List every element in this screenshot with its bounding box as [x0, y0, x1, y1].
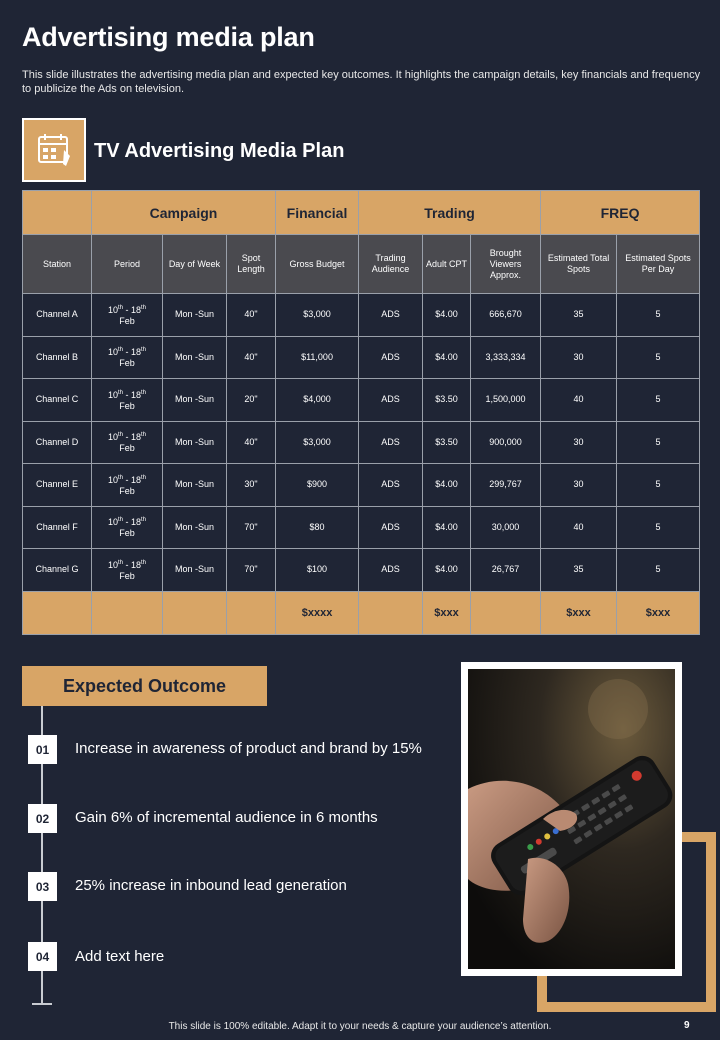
- estimated-total-spots-cell: 30: [541, 421, 617, 464]
- day-of-week-cell: Mon -Sun: [163, 506, 227, 549]
- station-cell: Channel E: [23, 464, 92, 507]
- period-month: Feb: [119, 400, 135, 411]
- station-cell: Channel G: [23, 549, 92, 592]
- outcome-text: Add text here: [75, 948, 165, 965]
- gross-budget-cell: $80: [276, 506, 359, 549]
- estimated-spots-per-day-cell: 5: [617, 294, 700, 337]
- total-blank: [23, 591, 92, 634]
- station-cell: Channel C: [23, 379, 92, 422]
- estimated-spots-per-day-cell: 5: [617, 336, 700, 379]
- brought-viewers-cell: 299,767: [471, 464, 541, 507]
- brought-viewers-cell: 3,333,334: [471, 336, 541, 379]
- total-cpt: $xxx: [423, 591, 471, 634]
- station-cell: Channel A: [23, 294, 92, 337]
- estimated-spots-per-day-cell: 5: [617, 506, 700, 549]
- table-row: [23, 549, 700, 592]
- estimated-total-spots-cell: 30: [541, 464, 617, 507]
- plan-icon-box: [22, 118, 86, 182]
- adult-cpt-cell: $4.00: [423, 506, 471, 549]
- spot-length-cell: 40": [227, 336, 276, 379]
- table-row: [23, 336, 700, 379]
- brought-viewers-cell: 30,000: [471, 506, 541, 549]
- page-subtitle: This slide illustrates the advertising media plan and expected key outcomes. It highlights the campaign details, key financials and frequency to publicize the Ads on television.: [22, 69, 701, 95]
- timeline-cap: [32, 1003, 52, 1005]
- period-end-suffix: th: [141, 474, 147, 481]
- brought-viewers-cell: 666,670: [471, 294, 541, 337]
- period-month: Feb: [119, 358, 135, 369]
- total-blank: [471, 591, 541, 634]
- day-of-week-cell: Mon -Sun: [163, 421, 227, 464]
- period-month: Feb: [119, 570, 135, 581]
- brought-viewers-cell: 1,500,000: [471, 379, 541, 422]
- station-cell: Channel B: [23, 336, 92, 379]
- period-start-suffix: th: [117, 517, 123, 524]
- gross-budget-cell: $3,000: [276, 294, 359, 337]
- trading-audience-cell: ADS: [359, 421, 423, 464]
- outcome-number: 01: [28, 735, 57, 764]
- station-cell: Channel D: [23, 421, 92, 464]
- totals-row: [23, 591, 700, 634]
- spot-length-cell: 30": [227, 464, 276, 507]
- gross-budget-cell: $100: [276, 549, 359, 592]
- spot-length-cell: 40": [227, 294, 276, 337]
- estimated-total-spots-cell: 40: [541, 379, 617, 422]
- adult-cpt-cell: $3.50: [423, 379, 471, 422]
- group-trading: Trading: [359, 191, 541, 235]
- period-start-suffix: th: [117, 474, 123, 481]
- adult-cpt-cell: $4.00: [423, 464, 471, 507]
- outcome-number: 03: [28, 872, 57, 901]
- group-financial: Financial: [276, 191, 359, 235]
- column-header-row: [23, 235, 700, 294]
- table-row: [23, 464, 700, 507]
- brought-viewers-cell: 26,767: [471, 549, 541, 592]
- group-blank: [23, 191, 92, 235]
- day-of-week-cell: Mon -Sun: [163, 294, 227, 337]
- period-month: Feb: [119, 315, 135, 326]
- period-start: 10: [107, 474, 118, 485]
- total-spots: $xxx: [541, 591, 617, 634]
- col-adult-cpt: Adult CPT: [423, 235, 471, 294]
- period-cell: 10th - 18th Feb: [92, 379, 163, 422]
- period-cell: 10th - 18th Feb: [92, 336, 163, 379]
- period-end-suffix: th: [141, 389, 147, 396]
- tv-remote-photo: [461, 662, 682, 976]
- period-cell: 10th - 18th Feb: [92, 421, 163, 464]
- spot-length-cell: 20": [227, 379, 276, 422]
- spot-length-cell: 70": [227, 506, 276, 549]
- period-end: 18: [131, 389, 142, 400]
- period-start-suffix: th: [117, 559, 123, 566]
- trading-audience-cell: ADS: [359, 379, 423, 422]
- footer-note: This slide is 100% editable. Adapt it to your needs & capture your audience’s attention.: [168, 1021, 552, 1032]
- total-blank: [359, 591, 423, 634]
- gross-budget-cell: $4,000: [276, 379, 359, 422]
- period-month: Feb: [119, 443, 135, 454]
- trading-audience-cell: ADS: [359, 506, 423, 549]
- brought-viewers-cell: 900,000: [471, 421, 541, 464]
- col-brought-viewers: Brought Viewers Approx.: [471, 235, 541, 294]
- spot-length-cell: 70": [227, 549, 276, 592]
- media-plan-table: [22, 190, 700, 635]
- period-end: 18: [131, 432, 142, 443]
- gross-budget-cell: $900: [276, 464, 359, 507]
- period-start-suffix: th: [117, 347, 123, 354]
- col-estimated-total-spots: Estimated Total Spots: [541, 235, 617, 294]
- adult-cpt-cell: $4.00: [423, 549, 471, 592]
- page-title: Advertising media plan: [22, 22, 315, 52]
- trading-audience-cell: ADS: [359, 336, 423, 379]
- period-cell: 10th - 18th Feb: [92, 506, 163, 549]
- group-campaign: Campaign: [92, 191, 276, 235]
- adult-cpt-cell: $4.00: [423, 294, 471, 337]
- period-cell: 10th - 18th Feb: [92, 464, 163, 507]
- period-end-suffix: th: [141, 517, 147, 524]
- spot-length-cell: 40": [227, 421, 276, 464]
- period-start-suffix: th: [117, 389, 123, 396]
- col-period: Period: [92, 235, 163, 294]
- station-cell: Channel F: [23, 506, 92, 549]
- estimated-spots-per-day-cell: 5: [617, 379, 700, 422]
- trading-audience-cell: ADS: [359, 294, 423, 337]
- trading-audience-cell: ADS: [359, 464, 423, 507]
- period-end: 18: [131, 559, 142, 570]
- estimated-total-spots-cell: 35: [541, 549, 617, 592]
- day-of-week-cell: Mon -Sun: [163, 464, 227, 507]
- table-row: [23, 294, 700, 337]
- group-freq: FREQ: [541, 191, 700, 235]
- gross-budget-cell: $3,000: [276, 421, 359, 464]
- total-blank: [92, 591, 163, 634]
- col-station: Station: [23, 235, 92, 294]
- period-end-suffix: th: [141, 347, 147, 354]
- day-of-week-cell: Mon -Sun: [163, 336, 227, 379]
- estimated-total-spots-cell: 40: [541, 506, 617, 549]
- period-start: 10: [107, 389, 118, 400]
- col-estimated-spots-per-day: Estimated Spots Per Day: [617, 235, 700, 294]
- period-start: 10: [107, 517, 118, 528]
- period-start-suffix: th: [117, 432, 123, 439]
- trading-audience-cell: ADS: [359, 549, 423, 592]
- col-gross-budget: Gross Budget: [276, 235, 359, 294]
- estimated-total-spots-cell: 30: [541, 336, 617, 379]
- expected-outcome-heading: Expected Outcome: [22, 666, 267, 706]
- estimated-spots-per-day-cell: 5: [617, 549, 700, 592]
- total-per-day: $xxx: [617, 591, 700, 634]
- plan-heading: TV Advertising Media Plan: [94, 140, 345, 162]
- estimated-spots-per-day-cell: 5: [617, 421, 700, 464]
- period-month: Feb: [119, 485, 135, 496]
- table-row: [23, 421, 700, 464]
- period-end-suffix: th: [141, 559, 147, 566]
- period-end-suffix: th: [141, 432, 147, 439]
- period-end: 18: [131, 304, 142, 315]
- period-month: Feb: [119, 528, 135, 539]
- calendar-plan-icon: [34, 130, 74, 170]
- col-spot-length: Spot Length: [227, 235, 276, 294]
- adult-cpt-cell: $4.00: [423, 336, 471, 379]
- total-blank: [227, 591, 276, 634]
- adult-cpt-cell: $3.50: [423, 421, 471, 464]
- period-end: 18: [131, 347, 142, 358]
- table-row: [23, 506, 700, 549]
- estimated-total-spots-cell: 35: [541, 294, 617, 337]
- day-of-week-cell: Mon -Sun: [163, 549, 227, 592]
- outcome-text: 25% increase in inbound lead generation: [75, 877, 347, 894]
- total-blank: [163, 591, 227, 634]
- total-budget: $xxxx: [276, 591, 359, 634]
- outcome-text: Gain 6% of incremental audience in 6 months: [75, 809, 378, 826]
- group-header-row: [23, 191, 700, 235]
- estimated-spots-per-day-cell: 5: [617, 464, 700, 507]
- period-start-suffix: th: [117, 304, 123, 311]
- period-end-suffix: th: [141, 304, 147, 311]
- table-row: [23, 379, 700, 422]
- period-cell: 10th - 18th Feb: [92, 294, 163, 337]
- col-day-of-week: Day of Week: [163, 235, 227, 294]
- period-end: 18: [131, 474, 142, 485]
- period-start: 10: [107, 432, 118, 443]
- period-cell: 10th - 18th Feb: [92, 549, 163, 592]
- tv-remote-image: [468, 669, 675, 969]
- outcome-number: 02: [28, 804, 57, 833]
- period-start: 10: [107, 559, 118, 570]
- period-end: 18: [131, 517, 142, 528]
- gross-budget-cell: $11,000: [276, 336, 359, 379]
- col-trading-audience: Trading Audience: [359, 235, 423, 294]
- period-start: 10: [107, 304, 118, 315]
- period-start: 10: [107, 347, 118, 358]
- outcome-text: Increase in awareness of product and brand by 15%: [75, 740, 422, 757]
- page-number: 9: [684, 1020, 690, 1031]
- day-of-week-cell: Mon -Sun: [163, 379, 227, 422]
- outcome-number: 04: [28, 942, 57, 971]
